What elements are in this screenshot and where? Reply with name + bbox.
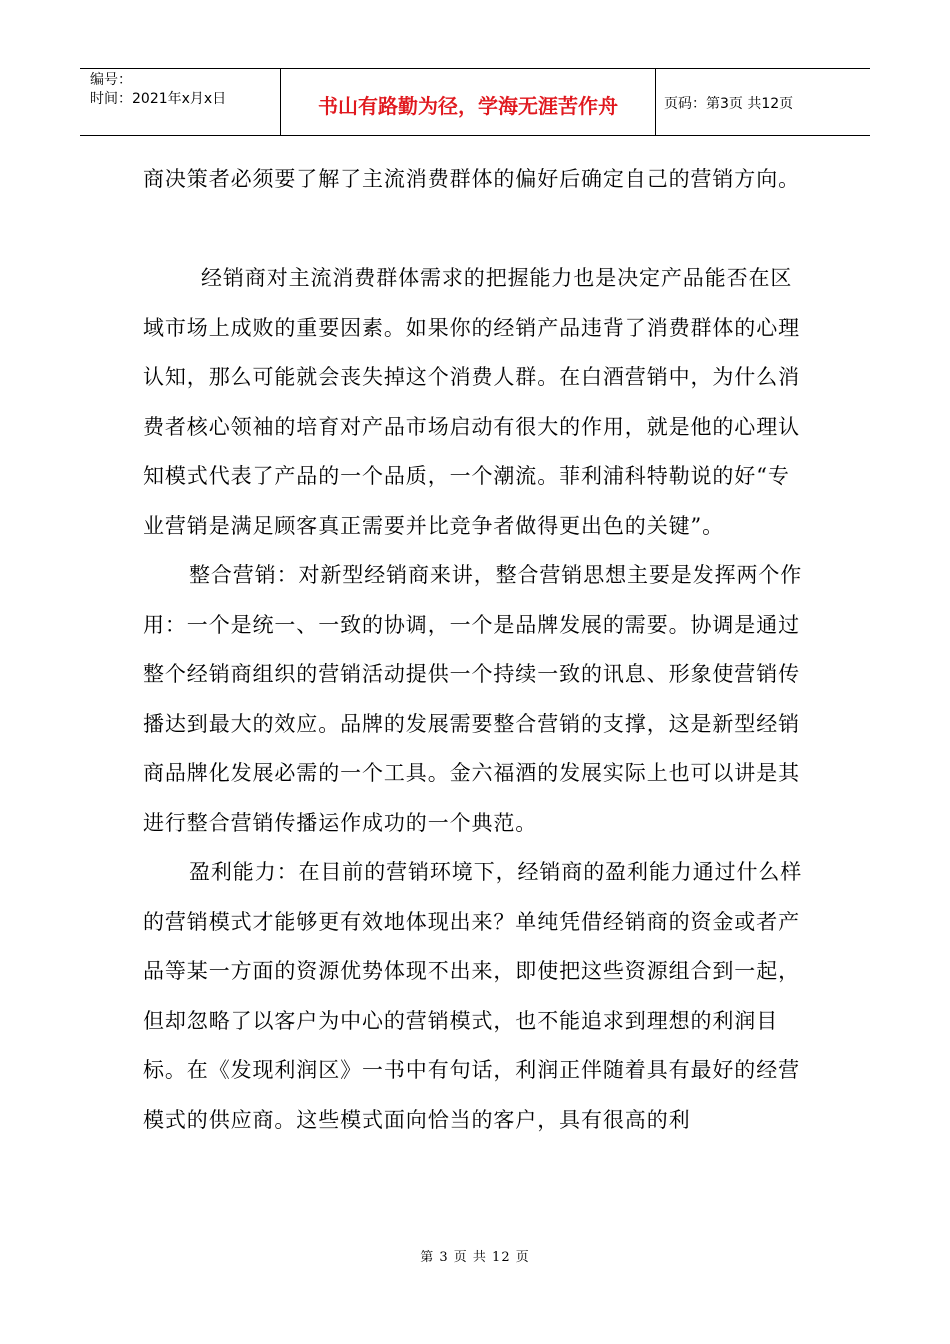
header-meta-cell (80, 69, 281, 135)
paragraph-1: 商决策者必须要了解了主流消费群体的偏好后确定自己的营销方向。 (143, 167, 800, 191)
paragraph-4: 盈利能力：在目前的营销环境下，经销商的盈利能力通过什么样的营销模式才能够更有效地体现出来？单纯凭借经销商的资金或者产品等某一方面的资源优势体现不出来，即使把这些资源组合到一起，但却忽略了以客户为中心的营销模式，也不能追求到理想的利润目标。在《发现利润区》一书中有句话，利润正伴随着具有最好的经营模式的供应商。这些模式面向恰当的客户，具有很高的利 (143, 860, 803, 1132)
page-header (80, 68, 870, 136)
document-body (143, 155, 803, 1145)
header-motto: 书山有路勤为径，学海无涯苦作舟 (281, 69, 656, 135)
paragraph-2: 经销商对主流消费群体需求的把握能力也是决定产品能否在区域市场上成败的重要因素。如果你的经销产品违背了消费群体的心理认知，那么可能就会丧失掉这个消费人群。在白酒营销中，为什么消费者核心领袖的培育对产品市场启动有很大的作用，就是他的心理认知模式代表了产品的一个品质，一个潮流。菲利浦科特勒说的好“专业营销是满足顾客真正需要并比竞争者做得更出色的关键”。 (143, 266, 800, 538)
paragraph-3: 整合营销：对新型经销商来讲，整合营销思想主要是发挥两个作用：一个是统一、一致的协调，一个是品牌发展的需要。协调是通过整个经销商组织的营销活动提供一个持续一致的讯息、形象使营销传播达到最大的效应。品牌的发展需要整合营销的支撑，这是新型经销商品牌化发展必需的一个工具。金六福酒的发展实际上也可以讲是其进行整合营销传播运作成功的一个典范。 (143, 563, 803, 835)
document-time-label: 时间：2021年x月x日 (90, 91, 227, 107)
header-page-label: 页码：第3页 共12页 (664, 96, 794, 112)
page-footer: 第 3 页 共 12 页 (420, 1250, 530, 1265)
paragraph-spacer (143, 205, 803, 255)
document-number-label: 编号： (90, 72, 132, 88)
